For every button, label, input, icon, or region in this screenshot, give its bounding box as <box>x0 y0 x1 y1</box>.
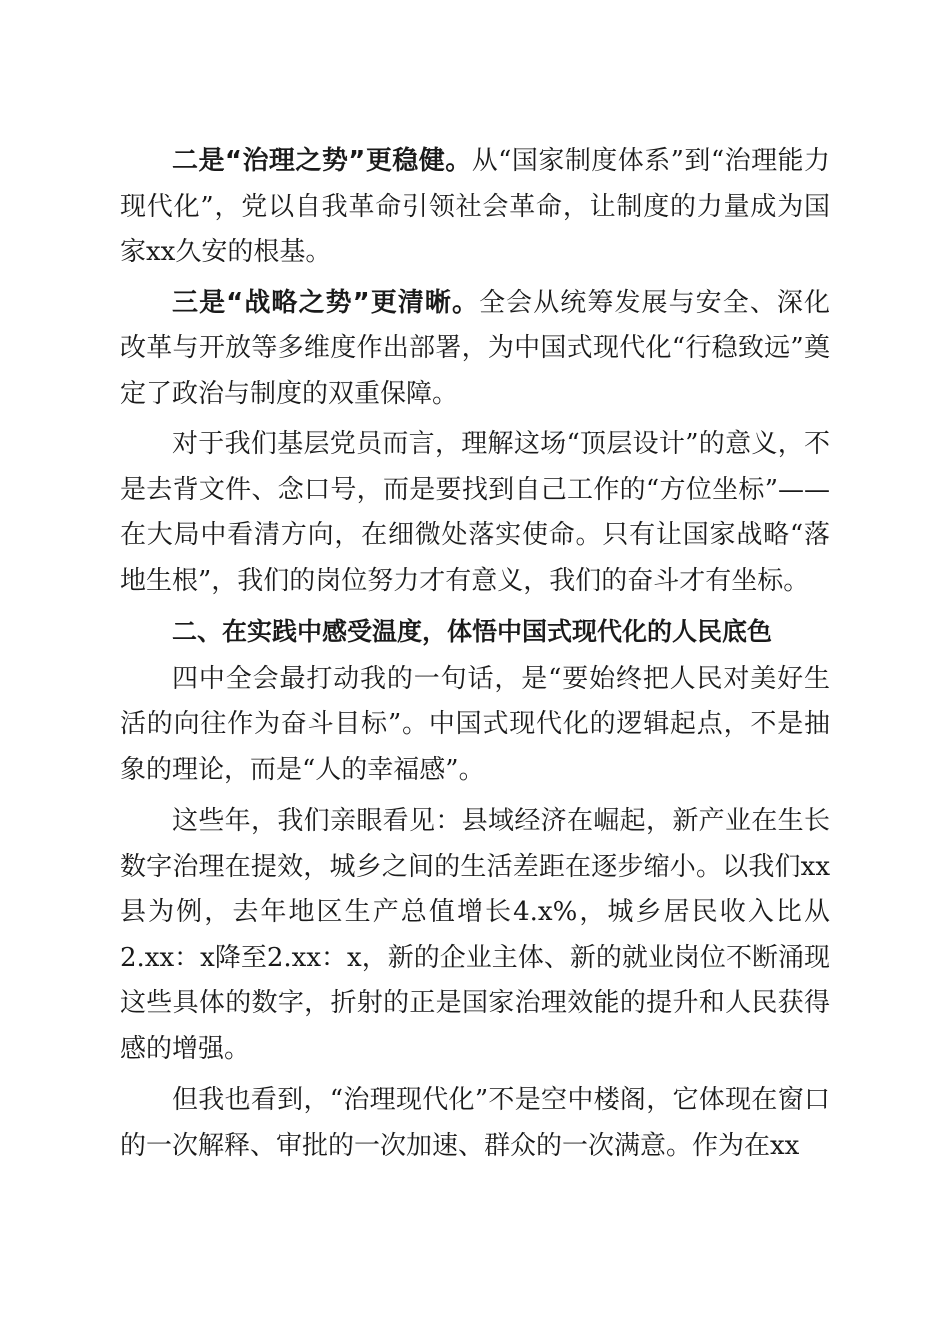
document-body <box>120 139 830 1169</box>
paragraph-grassroots-members <box>120 422 830 604</box>
paragraph-lead: 二是“治理之势”更稳健。 <box>172 146 472 176</box>
paragraph-governance-practice <box>120 1078 830 1169</box>
paragraph-text: 从“国家制度体系”到“治理能力现代化”，党以自我革命引领社会革命，让制度的力量成为国家xx久安的根基。 <box>120 146 830 267</box>
paragraph-people-aspiration <box>120 657 830 794</box>
paragraph-lead: 三是“战略之势”更清晰。 <box>172 287 480 318</box>
paragraph-governance-trend <box>120 139 830 276</box>
paragraph-strategy-trend <box>120 281 830 418</box>
paragraph-text: 但我也看到，“治理现代化”不是空中楼阁，它体现在窗口的一次解释、审批的一次加速、群众的一次满意。作为在xx <box>120 1085 830 1161</box>
paragraph-text: 四中全会最打动我的一句话，是“要始终把人民对美好生活的向往作为奋斗目标”。中国式现代化的逻辑起点，不是抽象的理论，而是“人的幸福感”。 <box>120 663 830 785</box>
paragraph-text: 这些年，我们亲眼看见：县域经济在崛起，新产业在生长数字治理在提效，城乡之间的生活差距在逐步缩小。以我们xx县为例，去年地区生产总值增长4.x%，城乡居民收入比从2.xx：x降至2.xx：x，新的企业主体、新的就业岗位不断涌现这些具体的数字，折射的正是国家治理效能的提升和人民获得感的增强。 <box>120 806 830 1064</box>
paragraph-county-development <box>120 799 830 1072</box>
paragraph-text: 对于我们基层党员而言，理解这场“顶层设计”的意义，不是去背文件、念口号，而是要找到自己工作的“方位坐标”——在大局中看清方向，在细微处落实使命。只有让国家战略“落地生根”，我们的岗位努力才有意义，我们的奋斗才有坐标。 <box>120 429 830 596</box>
section-heading: 二、在实践中感受温度，体悟中国式现代化的人民底色 <box>172 617 773 646</box>
paragraph-text: 全会从统筹发展与安全、深化改革与开放等多维度作出部署，为中国式现代化“行稳致远”奠定了政治与制度的双重保障。 <box>120 287 830 409</box>
